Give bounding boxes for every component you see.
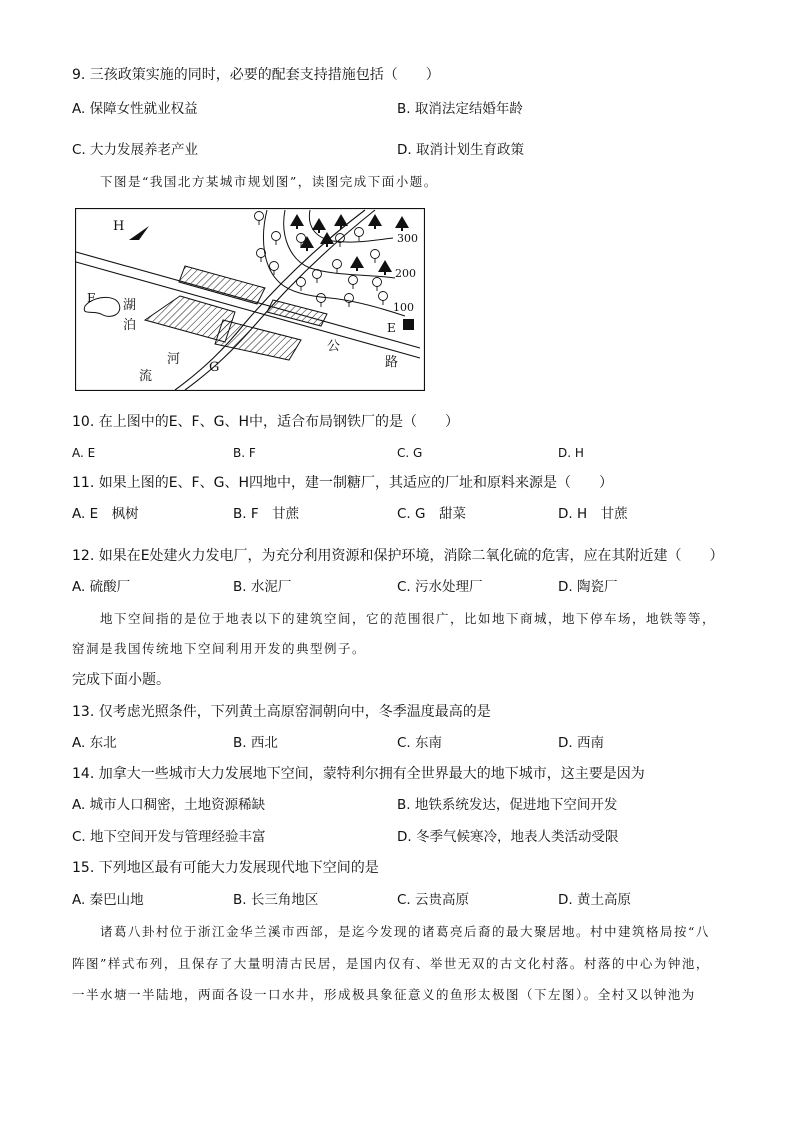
q14-option-d: D. 冬季气候寒冷，地表人类活动受限 (397, 829, 619, 845)
passage-village-line-3: 一半水塘一半陆地，两面各设一口水井，形成极具象征意义的鱼形太极图（下左图）。全村又以钟池为 (72, 987, 696, 1002)
contour-label-300: 300 (397, 232, 418, 245)
q12-option-a: A. 硫酸厂 (72, 579, 131, 595)
contour-label-100: 100 (393, 301, 414, 314)
q9-option-d: D. 取消计划生育政策 (397, 142, 524, 158)
q10-option-b: B. F (233, 446, 256, 460)
passage-underground-line-1: 地下空间指的是位于地表以下的建筑空间，它的范围很广，比如地下商城，地下停车场，地铁等等， (100, 611, 717, 626)
q15-option-d: D. 黄土高原 (558, 892, 631, 908)
contour-label-200: 200 (395, 267, 416, 280)
q9-option-c: C. 大力发展养老产业 (72, 142, 199, 158)
q12-stem: 12. 如果在E处建火力发电厂，为充分利用资源和保护环境，消除二氧化硫的危害，应在其附近建（ ） (72, 548, 724, 564)
q10-stem: 10. 在上图中的E、F、G、H中，适合布局钢铁厂的是（ ） (72, 414, 459, 430)
label-f: F (87, 291, 96, 305)
q9-stem: 9. 三孩政策实施的同时，必要的配套支持措施包括（ ） (72, 67, 440, 83)
q15-option-a: A. 秦巴山地 (72, 892, 144, 908)
q14-stem: 14. 加拿大一些城市大力发展地下空间，蒙特利尔拥有全世界最大的地下城市，这主要是因为 (72, 766, 645, 782)
map-intro: 下图是“我国北方某城市规划图”，读图完成下面小题。 (100, 174, 438, 189)
q11-option-b: B. F 甘蔗 (233, 506, 300, 522)
q9-option-a: A. 保障女性就业权益 (72, 101, 198, 117)
q13-option-d: D. 西南 (558, 735, 604, 751)
q14-option-c: C. 地下空间开发与管理经验丰富 (72, 829, 266, 845)
lake-char-2: 泊 (123, 318, 137, 333)
q12-option-b: B. 水泥厂 (233, 579, 292, 595)
city-planning-map (75, 208, 425, 391)
q11-option-c: C. G 甜菜 (397, 506, 466, 522)
label-h: H (113, 219, 125, 234)
q13-option-a: A. 东北 (72, 735, 117, 751)
q10-option-d: D. H (558, 446, 584, 460)
q11-stem: 11. 如果上图的E、F、G、H四地中，建一制糖厂，其适应的厂址和原料来源是（ ） (72, 475, 613, 491)
q13-option-b: B. 西北 (233, 735, 278, 751)
passage-village-line-1: 诸葛八卦村位于浙江金华兰溪市西部，是迄今发现的诸葛亮后裔的最大聚居地。村中建筑格局按“八 (100, 924, 710, 939)
q14-option-b: B. 地铁系统发达，促进地下空间开发 (397, 797, 618, 813)
passage-underground-line-2: 窑洞是我国传统地下空间利用开发的典型例子。 (72, 641, 367, 656)
river-char-2: 流 (139, 369, 153, 384)
q10-option-a: A. E (72, 446, 96, 460)
q12-option-d: D. 陶瓷厂 (558, 579, 618, 595)
q12-option-c: C. 污水处理厂 (397, 579, 483, 595)
q11-option-a: A. E 枫树 (72, 506, 139, 522)
river-char-1: 河 (167, 352, 181, 367)
q15-option-c: C. 云贵高原 (397, 892, 470, 908)
q15-stem: 15. 下列地区最有可能大力发展现代地下空间的是 (72, 860, 379, 876)
label-g: G (209, 360, 220, 375)
q15-option-b: B. 长三角地区 (233, 892, 319, 908)
q9-option-b: B. 取消法定结婚年龄 (397, 101, 523, 117)
q11-option-d: D. H 甘蔗 (558, 506, 628, 522)
q13-option-c: C. 东南 (397, 735, 443, 751)
passage-underground-line-3: 完成下面小题。 (72, 672, 170, 688)
q14-option-a: A. 城市人口稠密，土地资源稀缺 (72, 797, 266, 813)
road-char-1: 公 (327, 339, 341, 354)
lake-char-1: 湖 (123, 298, 137, 313)
road-char-2: 路 (385, 355, 399, 370)
e-marker (403, 319, 414, 330)
passage-village-line-2: 阵图”样式布列，且保存了大量明清古民居，是国内仅有、举世无双的古文化村落。村落的中心为钟池， (72, 956, 710, 971)
label-e: E (387, 321, 396, 335)
q13-stem: 13. 仅考虑光照条件，下列黄土高原窑洞朝向中，冬季温度最高的是 (72, 704, 491, 720)
q10-option-c: C. G (397, 446, 423, 460)
